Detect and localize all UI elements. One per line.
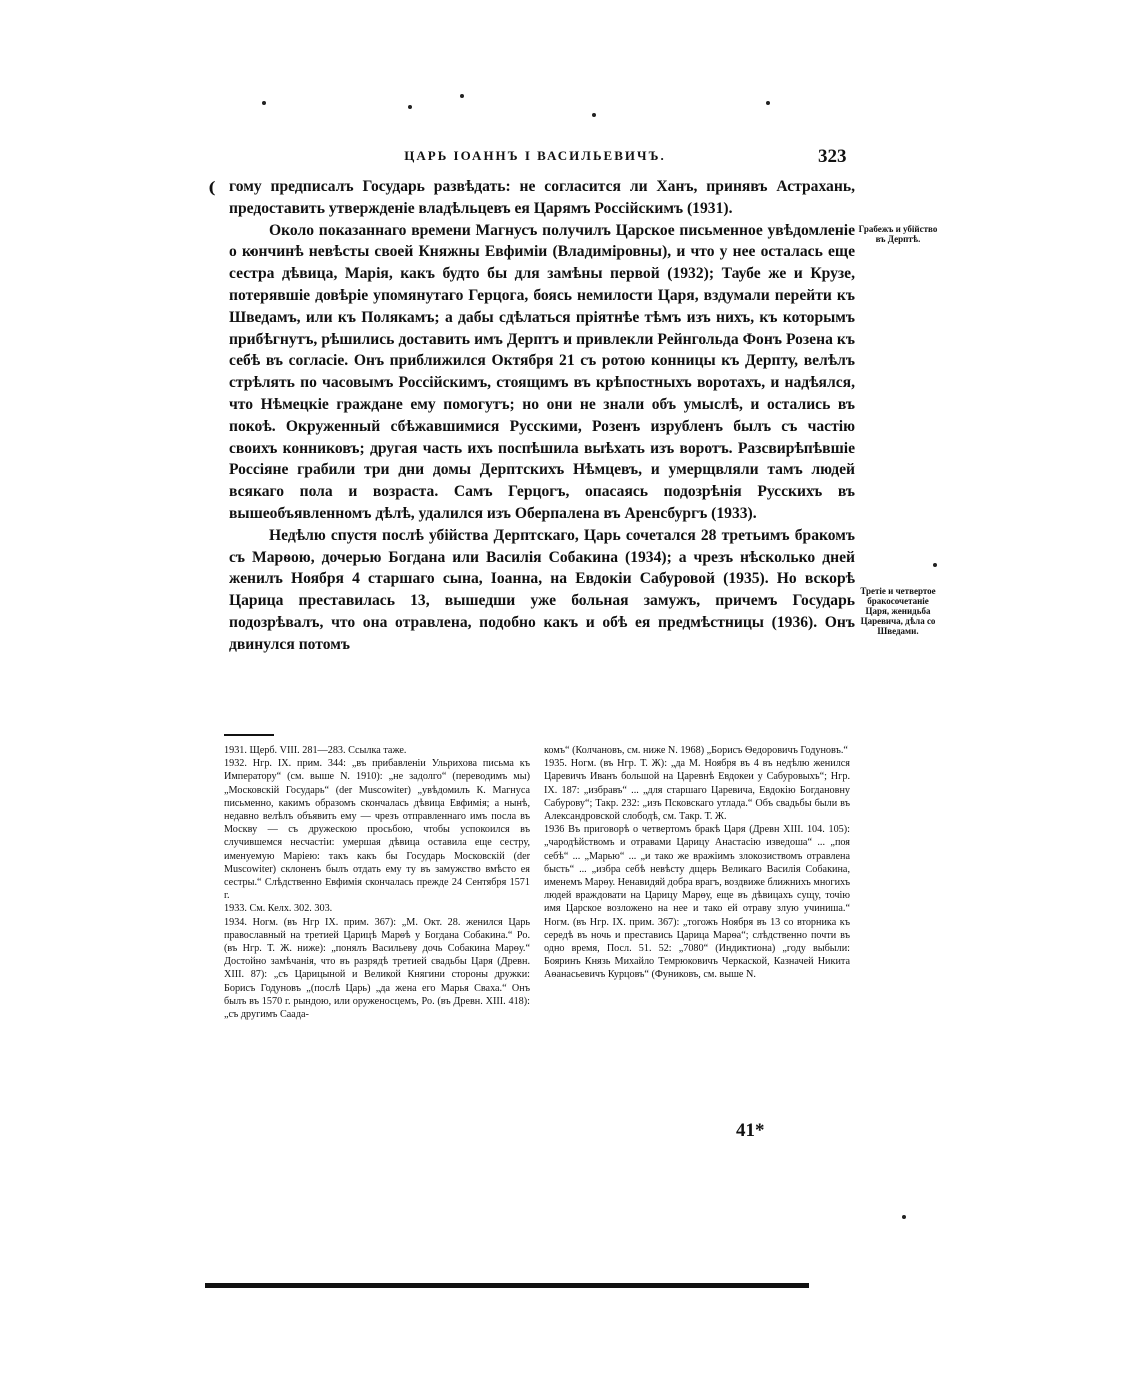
- footnotes: [224, 744, 850, 1021]
- footnote: 1935. Ногм. (въ Нгр. Т. Ж): „да М. Ноября въ 4 въ недѣлю женился Царевичъ Иванъ большой на Царевнѣ Евдокеи у Сабуровыхъ“; Нгр. IX. 187: „избравъ“ ... „для старшаго Царевича, Евдокію Богдановну Сабурову“; Такр. 232: „изъ Псковскаго утлада.“ Объ свадьбы были въ Александровской слободѣ, см. Такр. Т. Ж.: [544, 758, 850, 823]
- footnote: 1934. Ногм. (въ Нгр IX. прим. 367): „М. Окт. 28. женился Царь православный на третией Царицѣ Марѳѣ у Богдана Собакина.“ Ро. (въ Нгр. Т. Ж. ниже): „понялъ Васильеву дочь Собакина Марѳу.“ Достойно замѣчанія, что въ разрядѣ третией свадьбы Царя (Древн. XIII. 87): „съ Царицыной и Великой Княгини стороны дружки: Борисъ Годуновъ „(послѣ Царь) „да жена его Марья Сваха.“ Онъ былъ въ 1570 г. рындою, или оруженосцемъ, Ро. (въ Древн. XIII. 418): „съ другимъ Саада-: [224, 916, 530, 1021]
- paragraph: Около показаннаго времени Магнусъ получилъ Царское письменное увѣдомленіе о кончинѣ невѣсты своей Княжны Евфиміи (Владиміровны), и что у нее осталась еще сестра дѣвица, Марія, какъ будто бы для замѣны первой (1932); Таубе же и Крузе, потерявшіе довѣріе упомянутаго Герцога, боясь немилости Царя, вздумали перейти къ Шведамъ, или къ Полякамъ; а дабы сдѣлаться пріятнѣе тѣмъ изъ нихъ, къ которымъ прибѣгнутъ, рѣшились доставить имъ Дерптъ и привлекли Рейнгольда Фонъ Розена къ себѣ въ согласіе. Онъ приближился Октября 21 съ ротою конницы къ Дерпту, велѣлъ стрѣлять по часовымъ Россійскимъ, стоящимъ въ крѣпостныхъ воротахъ, и надѣялся, что Нѣмецкіе граждане ему помогутъ; но они не знали объ умыслѣ, и остались въ покоѣ. Окруженный сбѣжавшимися Русскими, Розенъ изрубленъ былъ съ частію своихъ конниковъ; другая часть ихъ поспѣшила выѣхать изъ воротъ. Разсвирѣпѣвшіе Россіяне грабили три дни домы Дерптскихъ Нѣмцевъ, и умерщвляли тамъ людей всякаго пола и возраста. Самъ Герцогъ, опасаясь подозрѣнія Русскихъ въ вышеобъявленномъ дѣлѣ, удалился изъ Оберпалена въ Аренсбургъ (1933).: [229, 221, 855, 522]
- paragraph: Недѣлю спустя послѣ убійства Дерптскаго, Царь сочетался 28 третьимъ бракомъ съ Марѳою, дочерью Богдана или Василія Собакина (1934); а чрезъ нѣсколько дней женилъ Ноября 4 старшаго сына, Іоанна, на Евдокіи Сабуровой (1935). Но вскорѣ Царица преставилась 13, вышедши уже больная замужъ, причемъ Государь подозрѣвалъ, что она отравлена, подобно какъ и обѣ ея предмѣстницы (1936). Онъ двинулся потомъ: [229, 526, 855, 653]
- speck-mark: [262, 101, 266, 105]
- footnote: 1932. Нгр. IX. прим. 344: „въ прибавленіи Ульрихова письма къ Императору“ (см. выше N. 1910): „не задолго“ (переводимъ мы) „Московскій Государь“ (der Muscowiter) „увѣдомилъ К. Магнуса письменно, какимъ образомъ скончалась дѣвица Евфимія; а нынѣ, недавно велѣлъ объявить ему — чрезъ отправленнаго имъ посла въ Москву — съ дружескою просьбою, чтобы успокоился въ случившемся несчастіи: умершая дѣвица оставила еще сестру, именуемую Маріею: такъ какъ бы Государь Московскій (der Muscowiter) склоненъ былъ отдать ему ту въ замужство вмѣсто ея сестры.“ Слѣдственно Евфимія скончалась прежде 24 Сентября 1571 г.: [224, 758, 530, 902]
- footnote: 1931. Щерб. VIII. 281—283. Ссылка таже.: [224, 745, 407, 756]
- speck-mark: [933, 563, 937, 567]
- footnote-rule: [224, 734, 274, 736]
- speck-mark: [902, 1215, 906, 1219]
- footnote: 1933. См. Келх. 302. 303.: [224, 903, 333, 915]
- speck-mark: [592, 113, 596, 117]
- speck-mark: [408, 105, 412, 109]
- footnotes-left-column: [224, 744, 530, 1021]
- sidenote-plunder: Грабежъ и убійство въ Дерптѣ.: [858, 224, 938, 244]
- running-title: ЦАРЬ ІОАННЪ І ВАСИЛЬЕВИЧЪ.: [404, 148, 666, 163]
- signature-mark: 41*: [736, 1120, 765, 1141]
- speck-mark: [766, 101, 770, 105]
- bottom-scan-bar: [205, 1283, 809, 1288]
- margin-mark: (: [208, 178, 216, 197]
- sidenote-marriage: Третіе и четвертое бракосочетаніе Царя, женидьба Царевича, дѣла со Шведами.: [860, 586, 936, 636]
- paragraph: гому предписалъ Государь развѣдать: не согласится ли Ханъ, принявъ Астрахань, предоставить утвержденіе владѣльцевъ ея Царямъ Россійскимъ (1931).: [229, 178, 855, 217]
- footnote: комъ“ (Колчановъ, см. ниже N. 1968) „Борисъ Ѳедоровичъ Годуновъ.“: [544, 745, 848, 756]
- speck-mark: [460, 94, 464, 98]
- footnote: 1936 Въ приговорѣ о четвертомъ бракѣ Царя (Древн XIII. 104. 105): „чародѣйствомъ и отравами Царицу Анастасію изведоша“ ... „поя себѣ“ ... „Марью“ ... „и тако же вражіимъ злокозиствомъ отравлена бысть“ ... „избра себѣ невѣсту дщерь Великаго Василія Собакина, именемъ Марѳу. Ненавидяй добра врагъ, воздвиже ближнихъ многихъ людей враждовати на Царицу Марѳу, еще въ дѣвицахъ сущу, точію имя Царское возложено на нее и тако ей отраву злую учиниша.“ Ногм. (въ Нгр. IX. прим. 367): „тогожъ Ноября въ 13 со вторника къ середѣ въ ночь и преставись Царица Марѳа“; слѣдственно почти въ одно время, Посл. 51. 52: „7080“ (Индиктиона) „году выбыли: Бояринъ Князь Михайло Темрюковичъ Черкаской, Казначей Никита Аѳанасьевичъ Курцовъ“ (Фуниковъ, см. выше N.: [544, 824, 850, 981]
- footnotes-right-column: [544, 744, 850, 1021]
- page-number: 323: [818, 146, 847, 167]
- main-text: [229, 176, 855, 656]
